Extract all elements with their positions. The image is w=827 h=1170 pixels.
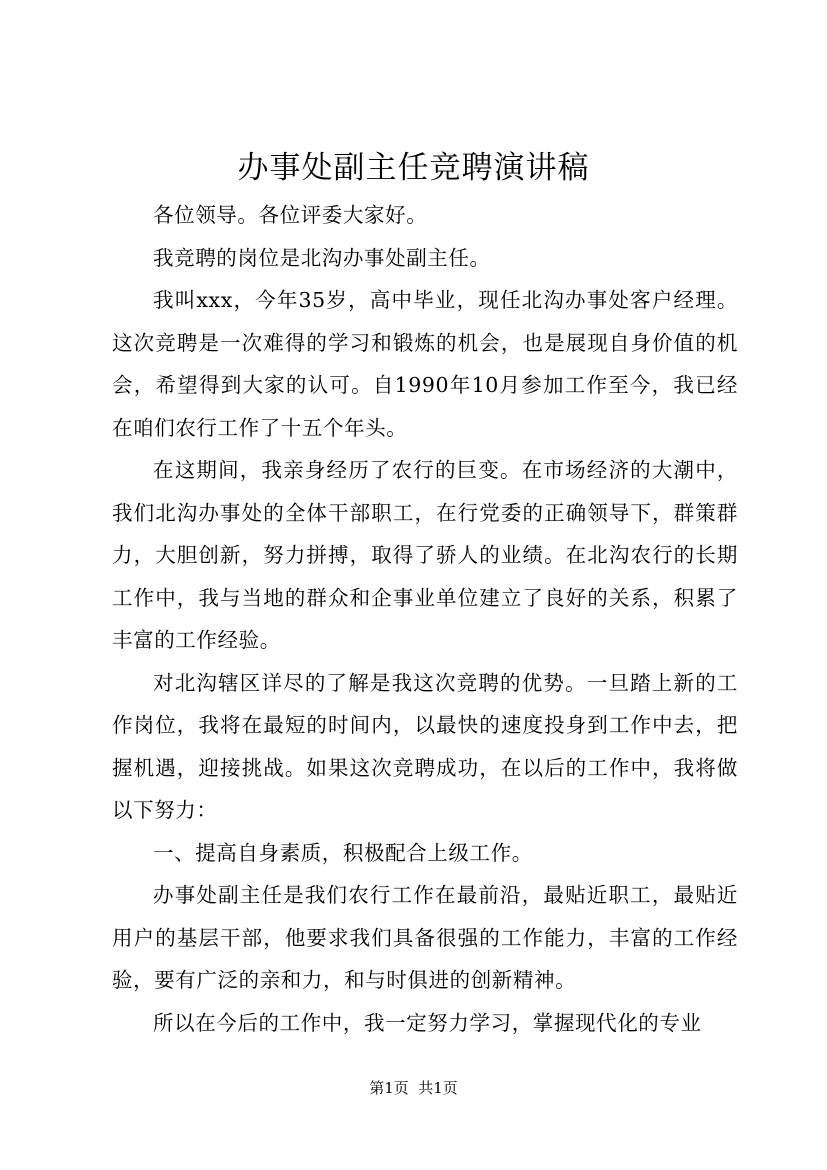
paragraph-position: 我竞聘的岗位是北沟办事处副主任。 [153, 245, 491, 270]
paragraph-point-one-heading: 一、提高自身素质，积极配合上级工作。 [153, 840, 533, 865]
paragraph-continuation: 所以在今后的工作中，我一定努力学习，掌握现代化的专业 [153, 1010, 702, 1035]
paragraph-experience: 在这期间，我亲身经历了农行的巨变。在市场经济的大潮中，我们北沟办事处的全体干部职工，在行党委的正确领导下，群策群力，大胆创新，努力拼搏，取得了骄人的业绩。在北沟农行的长期工作中，我与当地的群众和企事业单位建立了良好的关系，积累了丰富的工作经验。 [112, 458, 738, 652]
paragraph-role-description: 办事处副主任是我们农行工作在最前沿，最贴近职工，最贴近用户的基层干部，他要求我们具备很强的工作能力，丰富的工作经验，要有广泛的亲和力，和与时俱进的创新精神。 [112, 883, 738, 992]
page-footer [0, 1078, 827, 1098]
document-title: 办事处副主任竞聘演讲稿 [237, 150, 590, 186]
paragraph-introduction: 我叫xxx，今年35岁，高中毕业，现任北沟办事处客户经理。这次竞聘是一次难得的学习和锻炼的机会，也是展现自身价值的机会，希望得到大家的认可。自1990年10月参加工作至今，我已经在咱们农行工作了十五个年头。 [112, 288, 738, 440]
page-number-label: 第1页 共1页 [369, 1079, 458, 1097]
paragraph-advantage: 对北沟辖区详尽的了解是我这次竞聘的优势。一旦踏上新的工作岗位，我将在最短的时间内，以最快的速度投身到工作中去，把握机遇，迎接挑战。如果这次竞聘成功，在以后的工作中，我将做以下努力： [112, 670, 738, 822]
paragraph-greeting: 各位领导。各位评委大家好。 [153, 203, 428, 227]
document-body [112, 194, 738, 1044]
